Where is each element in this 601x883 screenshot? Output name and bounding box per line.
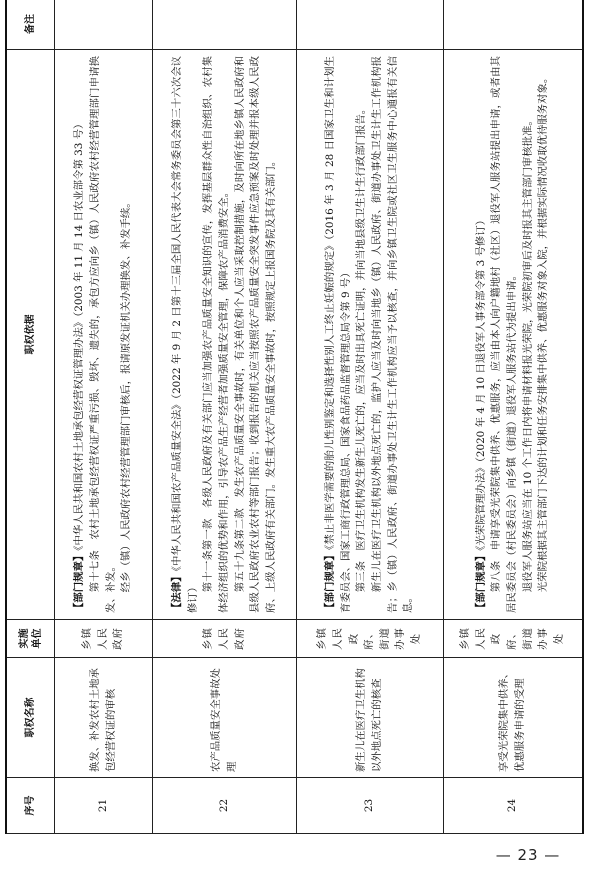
- basis-text: 光荣院根据其主管部门下达的计划和任务安排集中供养、优惠服务对象入院，并根据实际情况收取优待服务对象。: [537, 72, 550, 593]
- basis-paragraph: [536, 56, 552, 613]
- row-basis: [153, 50, 297, 620]
- table-row: [297, 0, 443, 834]
- basis-category-tag: 【法律】: [171, 571, 184, 613]
- header-note: 备注: [6, 0, 55, 50]
- authority-table: [5, 0, 584, 834]
- row-seq: 21: [55, 778, 153, 834]
- header-name: 职权名称: [6, 658, 55, 778]
- basis-paragraph: [489, 56, 520, 613]
- row-seq: 23: [297, 778, 443, 834]
- header-unit: 实施 单位: [6, 620, 55, 658]
- row-seq: 22: [153, 778, 297, 834]
- basis-paragraph: [474, 56, 490, 613]
- row-unit: 乡镇人民政府、街道办事处: [443, 620, 583, 658]
- basis-paragraph: [201, 56, 232, 613]
- row-note: [153, 0, 297, 50]
- basis-text: 新生儿在医疗卫生机构以外地点死亡的，监护人应当及时向当地乡（镇）人民政府、街道办事处卫生计生工作机构报告；乡（镇）人民政府、街道办事处卫生计生工作机构应当予以核查，并向乡镇卫生院或社区卫生服务中心通报有关信息。: [371, 56, 415, 613]
- row-unit: 乡镇人民政府: [153, 620, 297, 658]
- basis-category-tag: 【部门规章】: [73, 550, 86, 613]
- row-note: [297, 0, 443, 50]
- basis-text: 《光荣院管理办法》（2020 年 4 月 10 日退役军人事务部令第 3 号修订）: [474, 214, 487, 551]
- basis-text: 《中华人民共和国农产品质量安全法》（2022 年 9 月 2 日第十三届全国人民代表大会常务委员会第三十六次会议修订）: [171, 55, 199, 613]
- basis-paragraph: [88, 56, 119, 613]
- row-note: [443, 0, 583, 50]
- basis-text: 第十七条 农村土地承包经营权证严重污损、毁坏、遗失的，承包方应向乡（镇）人民政府农村经营管理部门申请换发、补发。: [89, 56, 117, 613]
- row-unit: 乡镇人民政府、街道办事处: [297, 620, 443, 658]
- table-row: [153, 0, 297, 834]
- table-row: [443, 0, 583, 834]
- row-basis: [297, 50, 443, 620]
- basis-text: 《中华人民共和国农村土地承包经营权证管理办法》（2003 年 11 月 14 日农业部令第 33 号）: [73, 118, 86, 551]
- header-basis: 职权依据: [6, 50, 55, 620]
- basis-text: 经乡（镇）人民政府农村经营管理部门审核后，报请原发证机关办理换发、补发手续。: [120, 197, 133, 593]
- basis-text: 退役军人服务站应当在 10 个工作日内将申请材料报光荣院，光荣院初审后及时报其主管部门审核批准。: [521, 115, 534, 593]
- row-basis: [55, 50, 153, 620]
- basis-text: 第十一条第一款 各级人民政府及有关部门应当加强农产品质量安全知识的宣传，发挥基层群众性自治组织、农村集体经济组织的优势和作用，引导农产品生产经营者加强质量安全管理，保障农产品消费安全。: [202, 56, 231, 613]
- basis-category-tag: 【部门规章】: [324, 549, 337, 613]
- basis-text: 第三条 医疗卫生机构发生新生儿死亡的，应当及时出具死亡证明，并向当地县级卫生计生行政部门报告。: [355, 103, 368, 593]
- basis-paragraph: [233, 56, 280, 613]
- row-name: 享受光荣院集中供养、优惠服务申请的受理: [443, 658, 583, 778]
- basis-category-tag: 【部门规章】: [474, 550, 487, 613]
- page-number: — 23 —: [495, 846, 561, 864]
- basis-text: 《禁止非医学需要的胎儿性别鉴定和选择性别人工终止妊娠的规定》（2016 年 3 月 28 日国家卫生和计划生育委员会、国家工商行政管理总局、国家食品药品监督管理总局令第 9 号）: [324, 55, 352, 613]
- row-unit: 乡镇人民政府: [55, 620, 153, 658]
- row-seq: 24: [443, 778, 583, 834]
- basis-paragraph: [354, 56, 370, 613]
- row-basis: [443, 50, 583, 620]
- row-note: [55, 0, 153, 50]
- table-header-row: [6, 0, 55, 834]
- table-row: [55, 0, 153, 834]
- row-name: 换发、补发农村土地承包经营权证的审核: [55, 658, 153, 778]
- basis-paragraph: [370, 56, 417, 613]
- basis-paragraph: [323, 56, 354, 613]
- basis-paragraph: [170, 56, 201, 613]
- basis-paragraph: [119, 56, 135, 613]
- basis-paragraph: [521, 56, 537, 613]
- basis-text: 第五十九条第二款 发生农产品质量安全事故时，有关单位和个人应当采取控制措施，及时向所在地乡镇人民政府和县级人民政府农业农村等部门报告；收到报告的机关应当按照农产品质量安全突发事件应急预案及时处理并报本级人民政府、上级人民政府有关部门。发生重大农产品质量安全事故时，按照规定上报国务院及其有关部门。: [233, 56, 277, 613]
- row-name: 新生儿在医疗卫生机构以外地点死亡的核查: [297, 658, 443, 778]
- row-name: 农产品质量安全事故处理: [153, 658, 297, 778]
- basis-text: 第八条 申请享受光荣院集中供养、优惠服务，应当由本人向户籍地村（社区）退役军人服务站提出申请，或者由其居民委员会（村民委员会）向乡镇（街道）退役军人服务站代为提出申请。: [490, 56, 519, 613]
- header-seq: 序号: [6, 778, 55, 834]
- basis-paragraph: [72, 56, 88, 613]
